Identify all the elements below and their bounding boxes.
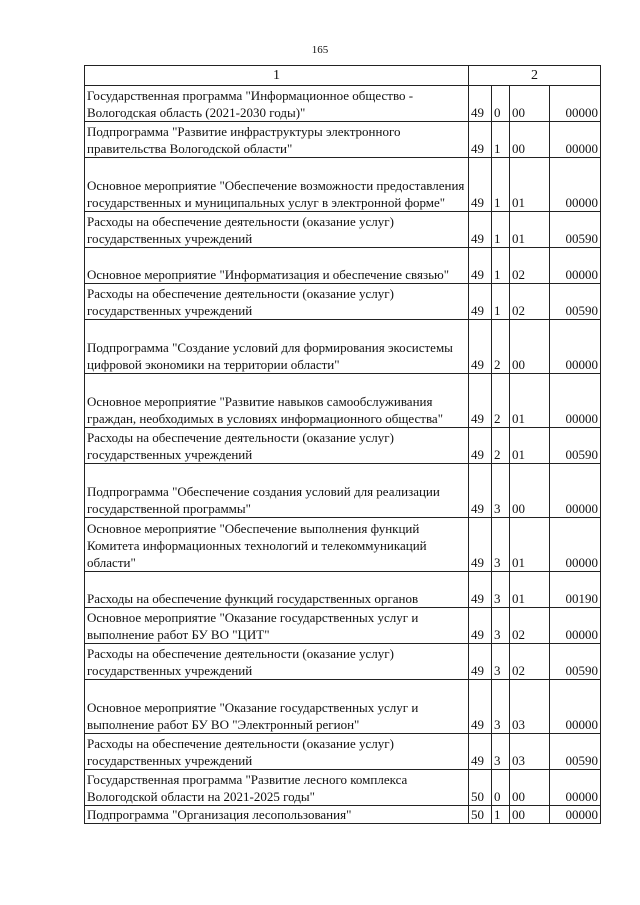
table-row (85, 86, 601, 122)
row-name-cell: Расходы на обеспечение деятельности (оказание услуг) государственных учреждений (85, 428, 469, 464)
budget-classification-table (84, 65, 601, 824)
header-col-1: 1 (85, 66, 469, 86)
table-row (85, 428, 601, 464)
row-code-c-cell: 03 (510, 680, 550, 734)
table-row (85, 464, 601, 518)
row-code-a-cell: 49 (469, 158, 492, 212)
table-row (85, 284, 601, 320)
row-code-a-cell: 49 (469, 464, 492, 518)
row-code-d-cell: 00000 (550, 518, 601, 572)
row-code-a-cell: 49 (469, 248, 492, 284)
row-name-cell: Подпрограмма "Обеспечение создания условий для реализации государственной программы" (85, 464, 469, 518)
row-code-c-cell: 00 (510, 320, 550, 374)
row-code-d-cell: 00000 (550, 158, 601, 212)
page-number: 165 (311, 44, 329, 56)
row-code-b-cell: 2 (492, 428, 510, 464)
row-code-c-cell: 01 (510, 158, 550, 212)
row-code-d-cell: 00590 (550, 428, 601, 464)
row-code-d-cell: 00000 (550, 608, 601, 644)
table-row (85, 158, 601, 212)
row-code-d-cell: 00590 (550, 212, 601, 248)
row-code-b-cell: 2 (492, 374, 510, 428)
row-code-a-cell: 49 (469, 734, 492, 770)
row-code-b-cell: 3 (492, 734, 510, 770)
table-row (85, 680, 601, 734)
row-code-a-cell: 49 (469, 680, 492, 734)
table-row (85, 644, 601, 680)
row-code-a-cell: 50 (469, 806, 492, 824)
row-code-a-cell: 49 (469, 212, 492, 248)
row-name-cell: Подпрограмма "Развитие инфраструктуры электронного правительства Вологодской области" (85, 122, 469, 158)
row-code-b-cell: 1 (492, 122, 510, 158)
row-code-a-cell: 49 (469, 284, 492, 320)
row-code-b-cell: 1 (492, 284, 510, 320)
row-code-d-cell: 00590 (550, 284, 601, 320)
row-name-cell: Расходы на обеспечение деятельности (оказание услуг) государственных учреждений (85, 284, 469, 320)
row-code-a-cell: 49 (469, 572, 492, 608)
table-row (85, 770, 601, 806)
row-code-b-cell: 1 (492, 248, 510, 284)
row-code-b-cell: 1 (492, 158, 510, 212)
row-code-b-cell: 3 (492, 680, 510, 734)
row-code-d-cell: 00000 (550, 320, 601, 374)
row-code-c-cell: 01 (510, 428, 550, 464)
row-code-d-cell: 00590 (550, 734, 601, 770)
row-code-c-cell: 02 (510, 248, 550, 284)
table-row (85, 212, 601, 248)
row-name-cell: Основное мероприятие "Обеспечение возможности предоставления государственных и муниципальных услуг в электронной форме" (85, 158, 469, 212)
row-code-d-cell: 00000 (550, 806, 601, 824)
row-name-cell: Государственная программа "Информационное общество - Вологодская область (2021-2030 годы)" (85, 86, 469, 122)
row-code-c-cell: 00 (510, 86, 550, 122)
row-code-c-cell: 02 (510, 644, 550, 680)
table-row (85, 320, 601, 374)
row-code-b-cell: 3 (492, 608, 510, 644)
table-row (85, 608, 601, 644)
row-code-b-cell: 0 (492, 86, 510, 122)
table-body (85, 86, 601, 824)
row-code-c-cell: 02 (510, 284, 550, 320)
row-code-c-cell: 01 (510, 572, 550, 608)
table-row (85, 734, 601, 770)
row-name-cell: Основное мероприятие "Информатизация и обеспечение связью" (85, 248, 469, 284)
row-name-cell: Расходы на обеспечение деятельности (оказание услуг) государственных учреждений (85, 212, 469, 248)
row-code-c-cell: 01 (510, 212, 550, 248)
row-name-cell: Основное мероприятие "Развитие навыков самообслуживания граждан, необходимых в условиях информационного общества" (85, 374, 469, 428)
table-row (85, 122, 601, 158)
row-code-b-cell: 3 (492, 518, 510, 572)
row-code-d-cell: 00000 (550, 86, 601, 122)
row-code-b-cell: 3 (492, 572, 510, 608)
row-code-a-cell: 49 (469, 428, 492, 464)
table-row (85, 806, 601, 824)
table-row (85, 374, 601, 428)
row-name-cell: Расходы на обеспечение функций государственных органов (85, 572, 469, 608)
header-col-2: 2 (469, 66, 601, 86)
row-name-cell: Основное мероприятие "Оказание государственных услуг и выполнение работ БУ ВО "Электронный регион" (85, 680, 469, 734)
row-code-d-cell: 00000 (550, 248, 601, 284)
row-code-c-cell: 01 (510, 518, 550, 572)
row-name-cell: Основное мероприятие "Обеспечение выполнения функций Комитета информационных технологий и телекоммуникаций области" (85, 518, 469, 572)
table-header-row (85, 66, 601, 86)
row-code-c-cell: 00 (510, 122, 550, 158)
row-code-a-cell: 49 (469, 374, 492, 428)
row-code-c-cell: 00 (510, 770, 550, 806)
row-code-c-cell: 01 (510, 374, 550, 428)
row-code-a-cell: 49 (469, 608, 492, 644)
row-name-cell: Подпрограмма "Организация лесопользования" (85, 806, 469, 824)
row-code-c-cell: 02 (510, 608, 550, 644)
row-code-b-cell: 3 (492, 644, 510, 680)
row-code-a-cell: 50 (469, 770, 492, 806)
row-code-d-cell: 00000 (550, 464, 601, 518)
row-name-cell: Расходы на обеспечение деятельности (оказание услуг) государственных учреждений (85, 734, 469, 770)
table-row (85, 572, 601, 608)
row-name-cell: Подпрограмма "Создание условий для формирования экосистемы цифровой экономики на территории области" (85, 320, 469, 374)
table-row (85, 248, 601, 284)
table-row (85, 518, 601, 572)
row-code-b-cell: 1 (492, 806, 510, 824)
row-code-a-cell: 49 (469, 320, 492, 374)
row-code-d-cell: 00190 (550, 572, 601, 608)
row-code-a-cell: 49 (469, 518, 492, 572)
row-code-c-cell: 00 (510, 806, 550, 824)
row-code-c-cell: 00 (510, 464, 550, 518)
row-code-b-cell: 0 (492, 770, 510, 806)
row-code-a-cell: 49 (469, 86, 492, 122)
row-code-d-cell: 00000 (550, 374, 601, 428)
row-name-cell: Государственная программа "Развитие лесного комплекса Вологодской области на 2021-2025 годы" (85, 770, 469, 806)
row-code-d-cell: 00590 (550, 644, 601, 680)
row-code-d-cell: 00000 (550, 122, 601, 158)
row-code-b-cell: 2 (492, 320, 510, 374)
row-code-b-cell: 3 (492, 464, 510, 518)
row-name-cell: Расходы на обеспечение деятельности (оказание услуг) государственных учреждений (85, 644, 469, 680)
row-code-b-cell: 1 (492, 212, 510, 248)
row-code-a-cell: 49 (469, 122, 492, 158)
row-code-d-cell: 00000 (550, 680, 601, 734)
row-name-cell: Основное мероприятие "Оказание государственных услуг и выполнение работ БУ ВО "ЦИТ" (85, 608, 469, 644)
row-code-a-cell: 49 (469, 644, 492, 680)
row-code-d-cell: 00000 (550, 770, 601, 806)
row-code-c-cell: 03 (510, 734, 550, 770)
